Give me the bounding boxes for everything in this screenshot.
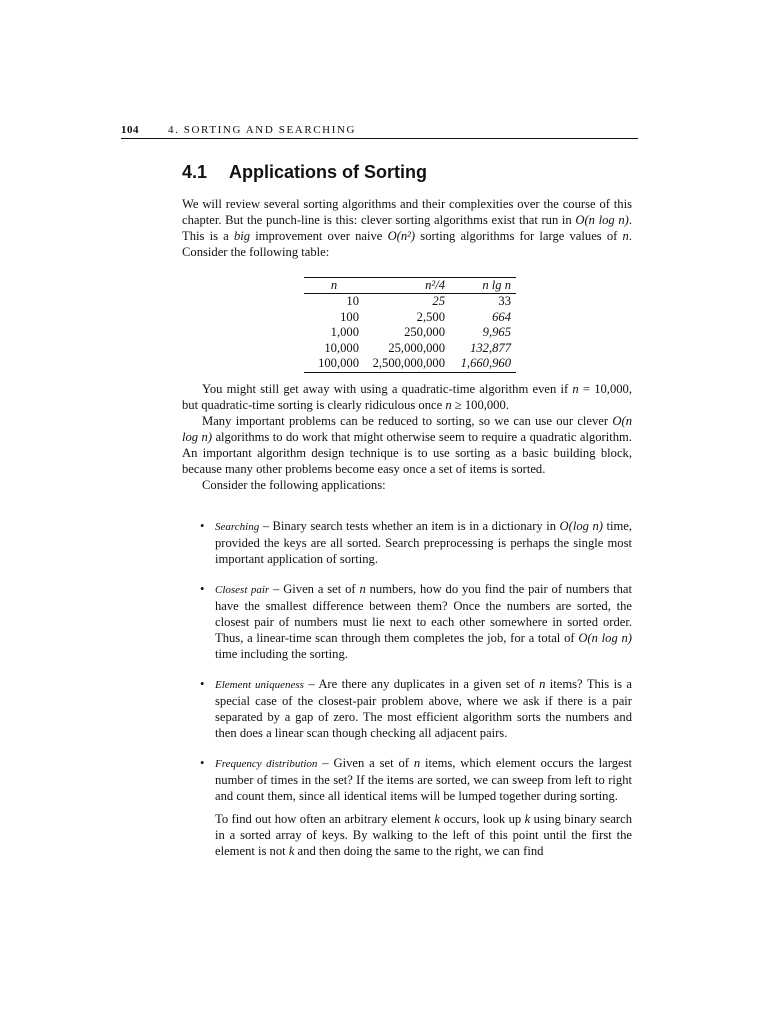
intro-block — [182, 196, 632, 260]
chapter-title: 4. SORTING AND SEARCHING — [168, 124, 357, 136]
item-term: Searching — [215, 521, 260, 533]
table-cell: 664 — [492, 309, 511, 324]
text-run: occurs, look up — [439, 812, 525, 826]
text-run: . Consider the following table: — [182, 229, 632, 259]
math: k — [434, 812, 440, 826]
math: n — [572, 382, 579, 396]
table-cell: 10,000 — [324, 340, 359, 355]
table-cell: 100,000 — [304, 356, 364, 372]
text-run: improvement over naive — [250, 229, 388, 243]
section-number: 4.1 — [182, 162, 208, 182]
text-run: time including the sorting. — [215, 647, 348, 661]
table-cell: 132,877 — [470, 340, 511, 355]
list-item — [200, 676, 632, 741]
table-cell: 2,500,000,000 — [364, 356, 450, 372]
paragraph — [182, 413, 632, 477]
text-run: and then doing the same to the right, we can find — [294, 844, 544, 858]
section-title: Applications of Sorting — [229, 162, 427, 182]
math: n — [445, 398, 452, 412]
math: n — [622, 229, 629, 243]
text-run: You might still get away with using a quadratic-time algorithm even if — [202, 382, 573, 396]
list-item — [200, 755, 632, 859]
item-term: Frequency distribution — [215, 758, 318, 770]
item-term: Closest pair — [215, 584, 270, 596]
sub-paragraph — [215, 811, 632, 859]
table-cell: 33 — [498, 294, 511, 308]
bullet: • — [200, 756, 205, 770]
table-cell: 1,660,960 — [450, 356, 516, 372]
emphasis: big — [233, 229, 251, 243]
item-term: Element uniqueness — [215, 679, 304, 691]
math: n — [413, 756, 421, 770]
table-row — [304, 294, 516, 310]
text-run: – Given a set of — [269, 582, 360, 596]
bullet: • — [200, 519, 205, 533]
math: O(n log n) — [182, 414, 632, 444]
table-cell: 25 — [432, 294, 445, 308]
table-cell: 10 — [346, 294, 359, 308]
page-number: 104 — [121, 124, 139, 136]
table-cell: 100 — [340, 309, 359, 324]
text-run: Many important problems can be reduced to sorting, so we can use our clever — [202, 414, 613, 428]
text-run: We will review several sorting algorithms and their complexities over the course of this chapter. But the punch-line is this: clever sorting algorithms exist that run in — [182, 197, 632, 227]
text-run: = 10,000, but quadratic-time sorting is clearly ridiculous once — [182, 382, 632, 412]
list-item — [200, 518, 632, 567]
math: k — [288, 844, 295, 858]
text-run: algorithms to do work that might otherwise seem to require a quadratic algorithm. An important algorithm design technique is to use sorting as a basic building block, because many other problems become easy once a set of items is sorted. — [182, 430, 632, 476]
text-run: – Are there any duplicates in a given set of — [303, 677, 540, 691]
table-row — [304, 356, 516, 372]
text-run: To find out how often an arbitrary element — [215, 812, 435, 826]
intro-paragraph — [182, 196, 632, 260]
table-row — [304, 325, 516, 341]
table-cell: 1,000 — [330, 325, 359, 339]
column-header: n²/4 — [364, 278, 450, 294]
text-run: – Binary search tests whether an item is in a dictionary in — [259, 519, 560, 533]
math: n — [359, 582, 366, 596]
text-run: using binary search in a sorted array of keys. By walking to the left of this point until the first the element is not — [215, 812, 633, 858]
math: n — [539, 677, 546, 691]
table-row — [304, 341, 516, 357]
text-run: ≥ 100,000. — [451, 398, 509, 412]
math: O(log n) — [559, 519, 603, 533]
applications-list — [200, 518, 632, 873]
text-run: time, provided the keys are all sorted. Search preprocessing is perhaps the single most important application of sorting. — [215, 519, 632, 566]
table-header-row — [304, 278, 516, 294]
section-heading — [182, 162, 427, 183]
text-run: – Given a set of — [317, 756, 414, 770]
text-run: items, which element occurs the largest number of times in the set? If the items are sorted, we can sweep from left to right and count them, since all identical items will be lumped together during sorting. — [215, 756, 632, 803]
math: O(n log n) — [575, 213, 629, 227]
paragraph — [182, 381, 632, 413]
math: O(n log n) — [578, 631, 632, 645]
text-run: numbers, how do you find the pair of numbers that have the smallest difference between them? Once the numbers are sorted, the closest pair of numbers must lie next to each other somewhere in sorted order. Thus, a linear-time scan through them completes the job, for a total of — [215, 582, 632, 645]
running-head — [121, 124, 638, 139]
complexity-table — [304, 277, 516, 373]
table-cell: 9,965 — [482, 325, 511, 339]
table-row — [304, 310, 516, 326]
math: O(n²) — [387, 229, 416, 243]
column-header: n lg n — [450, 278, 516, 294]
text-run: items? This is a special case of the closest-pair problem above, where we ask if there is a pair separated by a gap of zero. The most efficient algorithm sorts the numbers and then does a linear scan though checking all adjacent pairs. — [215, 677, 632, 740]
paragraph: Consider the following applications: — [202, 478, 386, 492]
list-item — [200, 581, 632, 662]
text-run: . This is a — [182, 213, 633, 243]
bullet: • — [200, 582, 205, 596]
table-cell: 25,000,000 — [388, 340, 445, 355]
table-cell: 250,000 — [404, 325, 445, 339]
math: k — [524, 812, 531, 826]
table-cell: 2,500 — [416, 309, 445, 324]
column-header: n — [304, 278, 364, 294]
bullet: • — [200, 677, 205, 691]
discussion-block — [182, 381, 632, 493]
text-run: sorting algorithms for large values of — [415, 229, 623, 243]
